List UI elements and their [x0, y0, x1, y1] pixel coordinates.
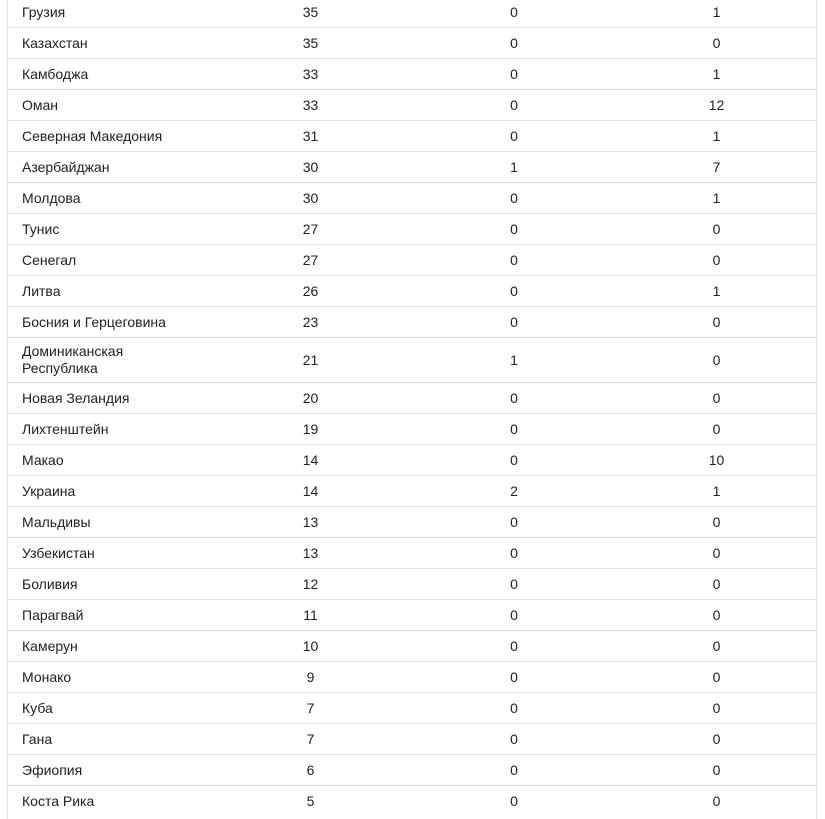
- table-row: [8, 245, 817, 276]
- country-cell: Камбоджа: [22, 65, 89, 82]
- deaths-cell: 0: [510, 251, 518, 268]
- extra-cell: 0: [712, 668, 721, 685]
- table-row: [8, 476, 817, 507]
- deaths-cell: 0: [510, 420, 518, 437]
- extra-cell: 0: [712, 730, 721, 747]
- extra-cell: 0: [712, 544, 721, 561]
- country-cell: Гана: [22, 730, 53, 747]
- country-cell: Эфиопия: [22, 761, 83, 778]
- country-cell: Украина: [22, 482, 76, 499]
- table-row: [8, 214, 817, 245]
- deaths-cell: 0: [510, 96, 518, 113]
- extra-cell: 0: [712, 251, 721, 268]
- country-cell: Коста Рика: [22, 792, 95, 809]
- country-stats-table-container: [7, 0, 817, 819]
- table-row: [8, 538, 817, 569]
- cases-cell: 35: [302, 34, 319, 51]
- country-cell: Босния и Герцеговина: [22, 313, 166, 330]
- extra-cell: 0: [712, 389, 721, 406]
- table-row: [8, 152, 817, 183]
- country-cell: Литва: [22, 282, 61, 299]
- deaths-cell: 0: [510, 730, 518, 747]
- extra-cell: 0: [712, 575, 721, 592]
- deaths-cell: 0: [510, 3, 518, 20]
- cases-cell: 33: [302, 96, 319, 113]
- country-cell: Куба: [22, 699, 53, 716]
- extra-cell: 7: [712, 158, 721, 175]
- deaths-cell: 0: [510, 606, 518, 623]
- extra-cell: 1: [712, 65, 721, 82]
- country-stats-table: [8, 0, 817, 816]
- cases-cell: 27: [302, 251, 319, 268]
- deaths-cell: 0: [510, 189, 518, 206]
- table-row: [8, 0, 817, 28]
- table-row: [8, 693, 817, 724]
- extra-cell: 0: [712, 220, 721, 237]
- extra-cell: 0: [712, 351, 721, 368]
- country-cell: Монако: [22, 668, 72, 685]
- table-row: [8, 121, 817, 152]
- country-cell: Тунис: [22, 220, 60, 237]
- cases-cell: 26: [302, 282, 319, 299]
- cases-cell: 12: [302, 575, 319, 592]
- extra-cell: 0: [712, 792, 721, 809]
- cases-cell: 13: [302, 513, 319, 530]
- cases-cell: 21: [302, 351, 319, 368]
- country-cell: Мальдивы: [22, 513, 91, 530]
- table-row: [8, 507, 817, 538]
- cases-cell: 10: [302, 637, 319, 654]
- table-row: [8, 631, 817, 662]
- cases-cell: 7: [306, 730, 315, 747]
- deaths-cell: 0: [510, 792, 518, 809]
- table-row: [8, 724, 817, 755]
- country-cell: Узбекистан: [22, 544, 95, 561]
- deaths-cell: 0: [510, 282, 518, 299]
- cases-cell: 23: [302, 313, 319, 330]
- table-row: [8, 786, 817, 817]
- country-cell: Парагвай: [22, 606, 84, 623]
- country-cell: Боливия: [22, 575, 78, 592]
- table-row: [8, 338, 817, 383]
- cases-cell: 20: [302, 389, 319, 406]
- country-cell: Молдова: [22, 189, 81, 206]
- table-row: [8, 662, 817, 693]
- cases-cell: 30: [302, 189, 319, 206]
- cases-cell: 33: [302, 65, 319, 82]
- extra-cell: 0: [712, 313, 721, 330]
- cases-cell: 35: [302, 3, 319, 20]
- deaths-cell: 0: [510, 699, 518, 716]
- deaths-cell: 0: [510, 127, 518, 144]
- extra-cell: 0: [712, 637, 721, 654]
- table-row: [8, 445, 817, 476]
- deaths-cell: 0: [510, 575, 518, 592]
- cases-cell: 27: [302, 220, 319, 237]
- cases-cell: 6: [306, 761, 315, 778]
- extra-cell: 12: [708, 96, 725, 113]
- deaths-cell: 1: [510, 351, 518, 368]
- extra-cell: 0: [712, 513, 721, 530]
- extra-cell: 0: [712, 699, 721, 716]
- deaths-cell: 0: [510, 34, 518, 51]
- extra-cell: 1: [712, 282, 721, 299]
- country-cell: Камерун: [22, 637, 78, 654]
- extra-cell: 1: [712, 189, 721, 206]
- table-row: [8, 414, 817, 445]
- cases-cell: 30: [302, 158, 319, 175]
- cases-cell: 14: [302, 451, 319, 468]
- cases-cell: 5: [306, 792, 315, 809]
- country-cell: Макао: [22, 451, 64, 468]
- cases-cell: 14: [302, 482, 319, 499]
- table-row: [8, 28, 817, 59]
- table-row: [8, 276, 817, 307]
- deaths-cell: 0: [510, 220, 518, 237]
- extra-cell: 1: [712, 3, 721, 20]
- table-row: [8, 59, 817, 90]
- country-cell: Азербайджан: [22, 158, 110, 175]
- table-row: [8, 183, 817, 214]
- extra-cell: 1: [712, 482, 721, 499]
- country-cell: Казахстан: [22, 34, 88, 51]
- table-body: [8, 0, 817, 816]
- country-cell: Новая Зеландия: [22, 389, 130, 406]
- deaths-cell: 0: [510, 544, 518, 561]
- cases-cell: 19: [302, 420, 319, 437]
- deaths-cell: 0: [510, 313, 518, 330]
- deaths-cell: 0: [510, 389, 518, 406]
- extra-cell: 0: [712, 420, 721, 437]
- extra-cell: 0: [712, 606, 721, 623]
- extra-cell: 0: [712, 34, 721, 51]
- extra-cell: 0: [712, 761, 721, 778]
- table-row: [8, 569, 817, 600]
- table-row: [8, 307, 817, 338]
- deaths-cell: 0: [510, 65, 518, 82]
- deaths-cell: 0: [510, 513, 518, 530]
- extra-cell: 10: [708, 451, 725, 468]
- cases-cell: 7: [306, 699, 315, 716]
- deaths-cell: 2: [510, 482, 518, 499]
- country-cell: Оман: [22, 96, 59, 113]
- country-cell: Лихтенштейн: [22, 420, 109, 437]
- deaths-cell: 0: [510, 761, 518, 778]
- country-cell: Грузия: [22, 3, 66, 20]
- table-row: [8, 755, 817, 786]
- country-cell: Сенегал: [22, 251, 77, 268]
- deaths-cell: 0: [510, 637, 518, 654]
- country-cell: Доминиканская Республика: [22, 343, 124, 376]
- extra-cell: 1: [712, 127, 721, 144]
- table-row: [8, 90, 817, 121]
- cases-cell: 31: [302, 127, 319, 144]
- cases-cell: 11: [303, 606, 318, 623]
- cases-cell: 9: [306, 668, 315, 685]
- deaths-cell: 1: [510, 158, 518, 175]
- deaths-cell: 0: [510, 451, 518, 468]
- cases-cell: 13: [302, 544, 319, 561]
- country-cell: Северная Македония: [22, 127, 163, 144]
- deaths-cell: 0: [510, 668, 518, 685]
- table-row: [8, 383, 817, 414]
- table-row: [8, 600, 817, 631]
